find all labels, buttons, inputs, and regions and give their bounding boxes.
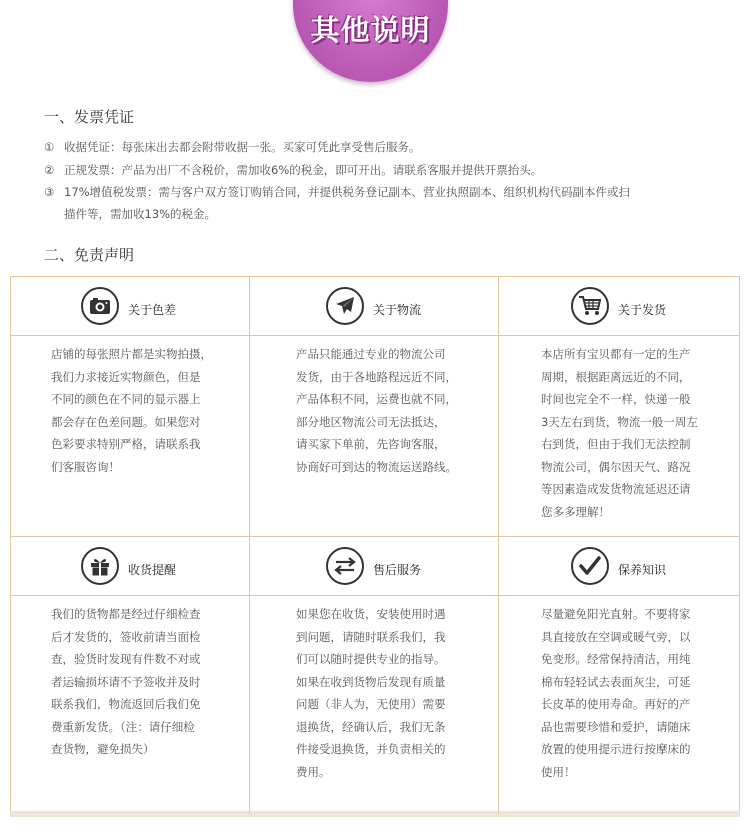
- text-line: 发货，由于各地路程远近不同，: [296, 369, 457, 384]
- cell-body-receiving: [51, 603, 201, 761]
- text-line: 右到货，但由于我们无法控制: [541, 437, 691, 451]
- text-line: 时间也完全不一样，快递一般: [541, 392, 691, 406]
- text-line: 品也需要珍惜和爱护，请随床: [541, 719, 691, 734]
- grid-divider: [10, 595, 740, 596]
- shopping-cart-icon: [571, 287, 609, 325]
- text-line: 周期，根据距离远近的不同，: [541, 369, 691, 384]
- text-line: 等因素造成发货物流延迟还请: [541, 482, 691, 496]
- airplane-icon: [326, 287, 364, 325]
- item-text: 17%增值税发票：需与客户双方签订购销合同，并提供税务登记副本、营业执照副本、组织机构代码副本件或扫: [64, 185, 631, 199]
- cell-body-shipping: [541, 343, 698, 523]
- text-line: 部分地区物流公司无法抵达，: [296, 414, 446, 429]
- text-line: 长皮革的使用寿命。再好的产: [541, 697, 691, 711]
- cell-body-logistics: [296, 343, 457, 478]
- text-line: 3天左右到货，物流一般一周左: [541, 414, 698, 429]
- grid-divider: [249, 276, 250, 814]
- text-line: 我们力求接近实物颜色，但是: [51, 369, 201, 384]
- text-line: 尽量避免阳光直射。不要将家: [541, 607, 691, 621]
- cell-title-color: 关于色差: [128, 303, 177, 317]
- text-line: 物流公司，偶尔因天气、路况: [541, 459, 691, 474]
- grid-divider: [10, 536, 740, 537]
- grid-divider: [498, 276, 499, 814]
- item-text: 正规发票：产品为出厂不含税价，需加收6%的税金，即可开出。请联系客服并提供开票抬头。: [64, 163, 543, 177]
- text-line: 都会存在色差问题。如果您对: [51, 414, 201, 429]
- item-number: ②: [44, 163, 55, 177]
- cell-title-receiving: 收货提醒: [128, 563, 177, 577]
- text-line: 不同的颜色在不同的显示器上: [51, 392, 201, 406]
- invoice-item-3-cont: [44, 206, 216, 222]
- text-line: 放置的使用提示进行按摩床的: [541, 742, 691, 756]
- exchange-arrows-icon: [326, 547, 364, 585]
- cell-body-care: [541, 603, 691, 783]
- text-line: 们可以随时提供专业的指导。: [296, 652, 446, 666]
- cell-body-aftersales: [296, 603, 446, 783]
- cell-title-shipping: 关于发货: [618, 303, 667, 317]
- gift-icon: [81, 547, 119, 585]
- text-line: 件接受退换货，并负责相关的: [296, 742, 446, 756]
- item-text: 收据凭证：每张床出去都会附带收据一张。买家可凭此享受售后服务。: [64, 140, 421, 154]
- text-line: 产品只能通过专业的物流公司: [296, 347, 446, 361]
- checkmark-icon: [571, 547, 609, 585]
- text-line: 如果您在收货，安装使用时遇: [296, 607, 446, 621]
- text-line: 费用。: [296, 764, 331, 779]
- text-line: 免变形。经常保持清洁，用纯: [541, 652, 691, 666]
- grid-bottom-bar: [10, 811, 740, 817]
- cell-title-care: 保养知识: [618, 563, 667, 577]
- item-number: ①: [44, 140, 55, 154]
- invoice-item-2: [44, 162, 542, 178]
- cell-body-color: [51, 343, 212, 478]
- invoice-item-1: [44, 139, 421, 155]
- text-line: 店铺的每张照片都是实物拍摄，: [51, 347, 212, 361]
- text-line: 到问题，请随时联系我们，我: [296, 629, 446, 644]
- text-line: 产品体积不同，运费也就不同，: [296, 392, 457, 406]
- item-number: ③: [44, 185, 55, 199]
- text-line: 如果在收到货物后发现有质量: [296, 674, 446, 689]
- text-line: 联系我们，物流返回后我们免: [51, 697, 201, 711]
- text-line: 我们的货物都是经过仔细检查: [51, 607, 201, 621]
- text-line: 具直接放在空调或暖气旁，以: [541, 629, 691, 644]
- cell-title-logistics: 关于物流: [373, 303, 422, 317]
- banner-title: 其他说明: [310, 13, 431, 47]
- text-line: 查，验货时发现有件数不对或: [51, 652, 201, 666]
- text-line: 请买家下单前，先咨询客服，: [296, 437, 446, 451]
- text-line: 费重新发货。（注：请仔细检: [51, 719, 195, 734]
- text-line: 问题（非人为，无使用）需要: [296, 697, 446, 711]
- text-line: 后才发货的，签收前请当面检: [51, 629, 201, 644]
- camera-icon: [81, 287, 119, 325]
- disclaimer-heading: 二、免责声明: [44, 246, 135, 264]
- text-line: 本店所有宝贝都有一定的生产: [541, 347, 691, 361]
- text-line: 者运输损坏请不予签收并及时: [51, 674, 201, 689]
- cell-title-aftersales: 售后服务: [373, 563, 422, 577]
- invoice-heading: 一、发票凭证: [44, 108, 135, 126]
- text-line: 使用！: [541, 764, 576, 779]
- text-line: 棉布轻轻试去表面灰尘，可延: [541, 674, 691, 689]
- invoice-item-3: [44, 184, 630, 200]
- text-line: 查货物，避免损失）: [51, 742, 155, 756]
- text-line: 退换货，经确认后，我们无条: [296, 719, 446, 734]
- text-line: 色彩要求特别严格，请联系我: [51, 437, 201, 451]
- grid-divider: [10, 335, 740, 336]
- text-line: 协商好可到达的物流运送路线。: [296, 459, 457, 474]
- text-line: 您多多理解！: [541, 504, 610, 519]
- item-text: 描件等，需加收13%的税金。: [64, 207, 217, 221]
- text-line: 们客服咨询！: [51, 459, 120, 474]
